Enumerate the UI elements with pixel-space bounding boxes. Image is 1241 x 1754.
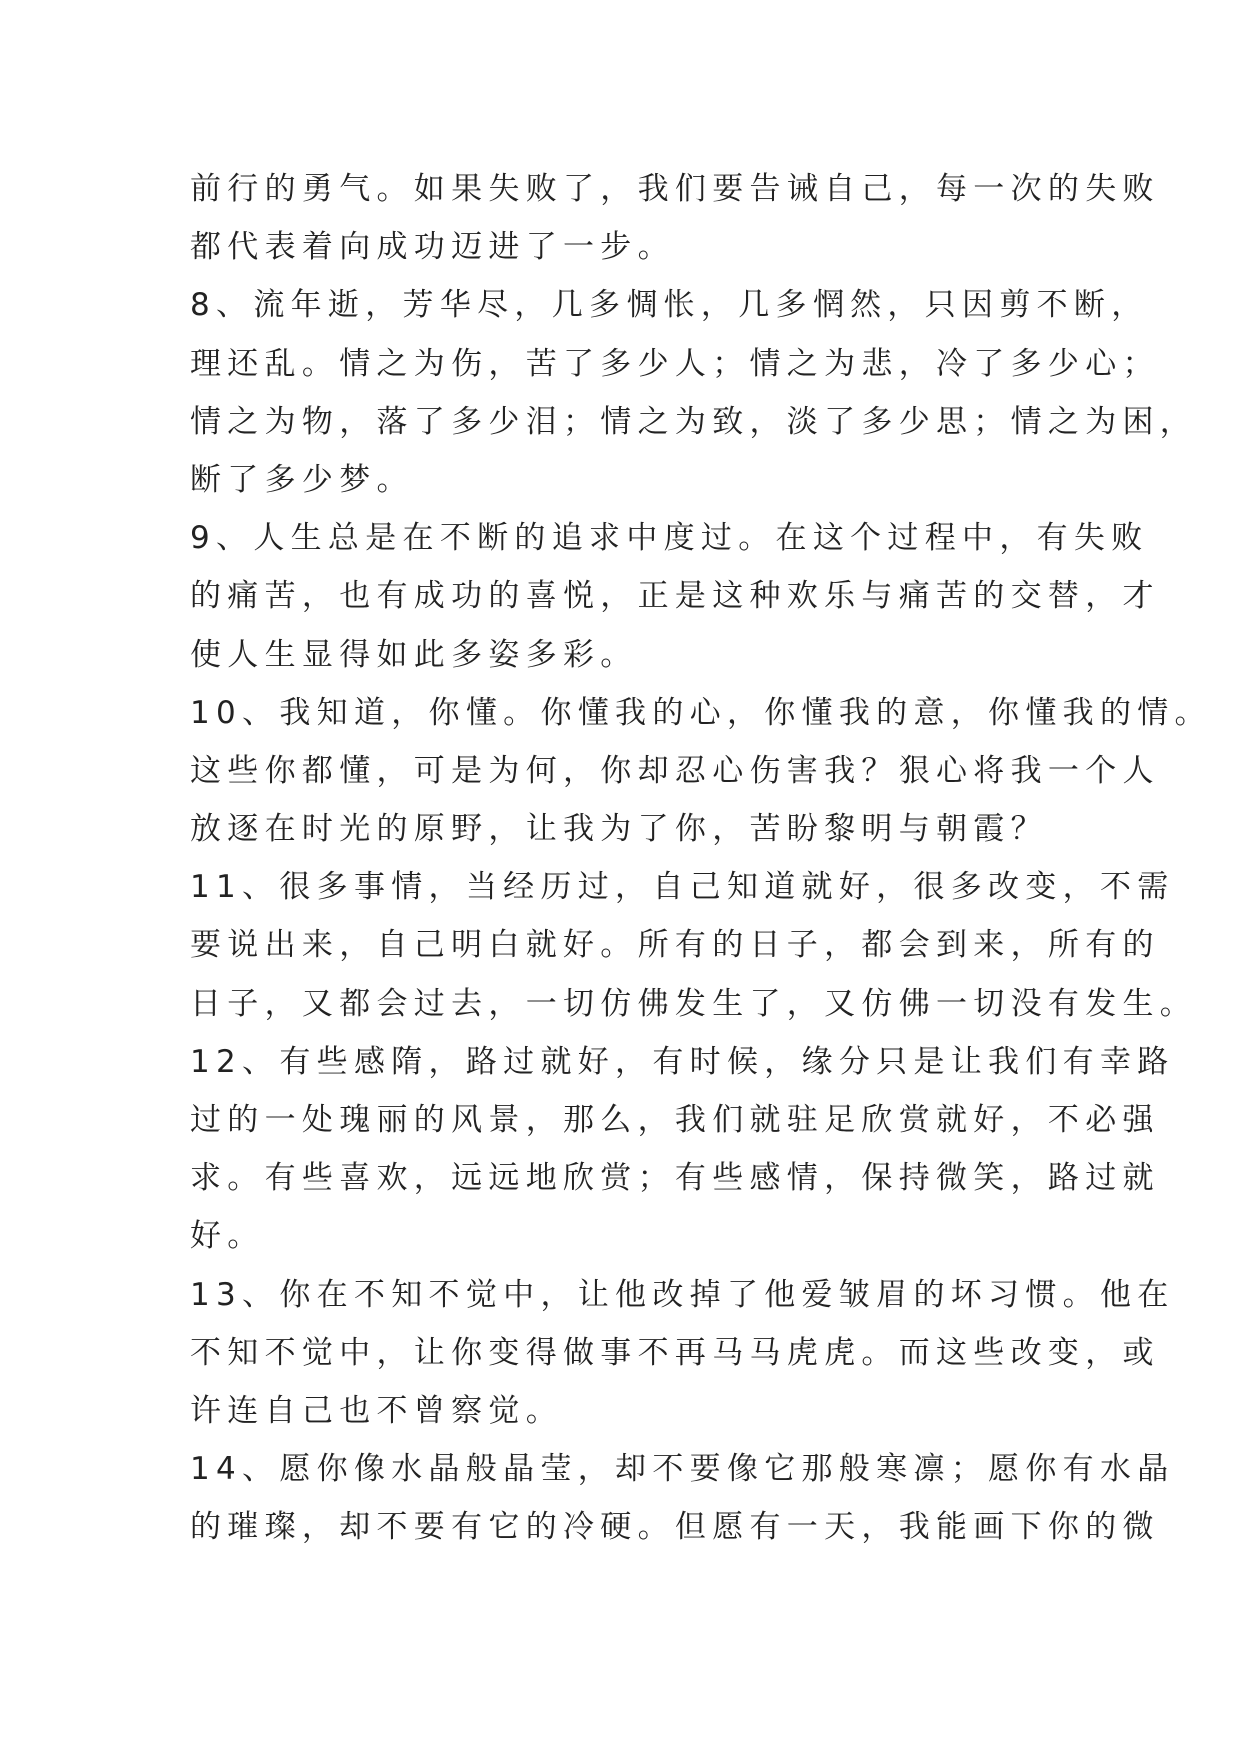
text-line: 使人生显得如此多姿多彩。 [190, 636, 638, 673]
text-line: 日子，又都会过去，一切仿佛发生了，又仿佛一切没有发生。 [190, 985, 1198, 1022]
text-line: 情之为物，落了多少泪；情之为致，淡了多少思；情之为困， [190, 403, 1198, 440]
text-line: 都代表着向成功迈进了一步。 [190, 229, 675, 266]
text-line: 求。有些喜欢，远远地欣赏；有些感情，保持微笑，路过就 [190, 1160, 1160, 1197]
text-line: 要说出来，自己明白就好。所有的日子，都会到来，所有的 [190, 927, 1160, 964]
text-line: 前行的勇气。如果失败了，我们要告诫自己，每一次的失败 [190, 171, 1160, 207]
text-line: 10、我知道，你懂。你懂我的心，你懂我的意，你懂我的情。 [190, 694, 1212, 731]
text-line: 不知不觉中，让你变得做事不再马马虎虎。而这些改变，或 [190, 1334, 1160, 1371]
text-line: 9、人生总是在不断的追求中度过。在这个过程中，有失败 [190, 520, 1149, 557]
text-line: 断了多少梦。 [190, 461, 414, 498]
text-line: 许连自己也不曾察觉。 [190, 1392, 563, 1429]
text-line: 11、很多事情，当经历过，自己知道就好，很多改变，不需 [190, 869, 1175, 906]
text-line: 理还乱。情之为伤，苦了多少人；情之为悲，冷了多少心； [190, 345, 1160, 382]
text-line: 这些你都懂，可是为何，你却忍心伤害我？狠心将我一个人 [190, 752, 1160, 789]
text-line: 的璀璨，却不要有它的冷硬。但愿有一天，我能画下你的微 [190, 1509, 1160, 1546]
text-line: 14、愿你像水晶般晶莹，却不要像它那般寒凛；愿你有水晶 [190, 1451, 1175, 1488]
text-line: 过的一处瑰丽的风景，那么，我们就驻足欣赏就好，不必强 [190, 1102, 1160, 1138]
text-line: 8、流年逝，芳华尽，几多惆怅，几多惘然，只因剪不断， [190, 287, 1149, 324]
text-line: 13、你在不知不觉中，让他改掉了他爱皱眉的坏习惯。他在 [190, 1276, 1175, 1313]
text-line: 好。 [190, 1218, 265, 1255]
text-line: 12、有些感隋，路过就好，有时候，缘分只是让我们有幸路 [190, 1043, 1175, 1080]
text-line: 放逐在时光的原野，让我为了你，苦盼黎明与朝霞？ [190, 811, 1048, 848]
text-line: 的痛苦，也有成功的喜悦，正是这种欢乐与痛苦的交替，才 [190, 578, 1160, 615]
body-text [190, 160, 1212, 1557]
